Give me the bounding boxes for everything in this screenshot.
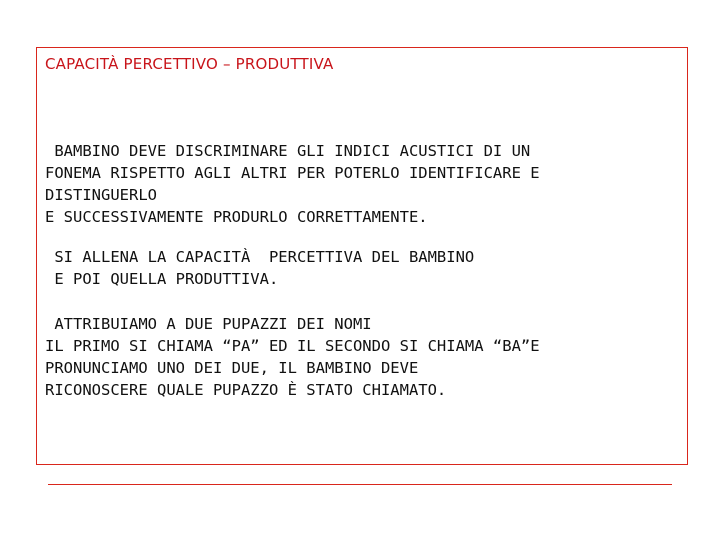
slide-title: CAPACITÀ PERCETTIVO – PRODUTTIVA — [45, 55, 334, 73]
paragraph-line: RICONOSCERE QUALE PUPAZZO È STATO CHIAMATO. — [45, 381, 447, 399]
paragraph-line: DISTINGUERLO — [45, 186, 157, 204]
paragraph-line: FONEMA RISPETTO AGLI ALTRI PER POTERLO IDENTIFICARE E — [45, 164, 540, 182]
paragraph-line: BAMBINO DEVE DISCRIMINARE GLI INDICI ACUSTICI DI UN — [45, 142, 531, 160]
bottom-divider — [48, 484, 672, 485]
content-frame — [36, 47, 688, 465]
paragraph-line: IL PRIMO SI CHIAMA “PA” ED IL SECONDO SI CHIAMA “BA”E — [45, 337, 540, 355]
paragraph-puppets — [45, 313, 540, 401]
paragraph-discrimination — [45, 140, 540, 228]
paragraph-line: E POI QUELLA PRODUTTIVA. — [45, 270, 279, 288]
paragraph-training — [45, 246, 474, 290]
paragraph-line: SI ALLENA LA CAPACITÀ PERCETTIVA DEL BAMBINO — [45, 248, 475, 266]
paragraph-line: ATTRIBUIAMO A DUE PUPAZZI DEI NOMI — [45, 315, 372, 333]
paragraph-line: E SUCCESSIVAMENTE PRODURLO CORRETTAMENTE. — [45, 208, 428, 226]
paragraph-line: PRONUNCIAMO UNO DEI DUE, IL BAMBINO DEVE — [45, 359, 419, 377]
